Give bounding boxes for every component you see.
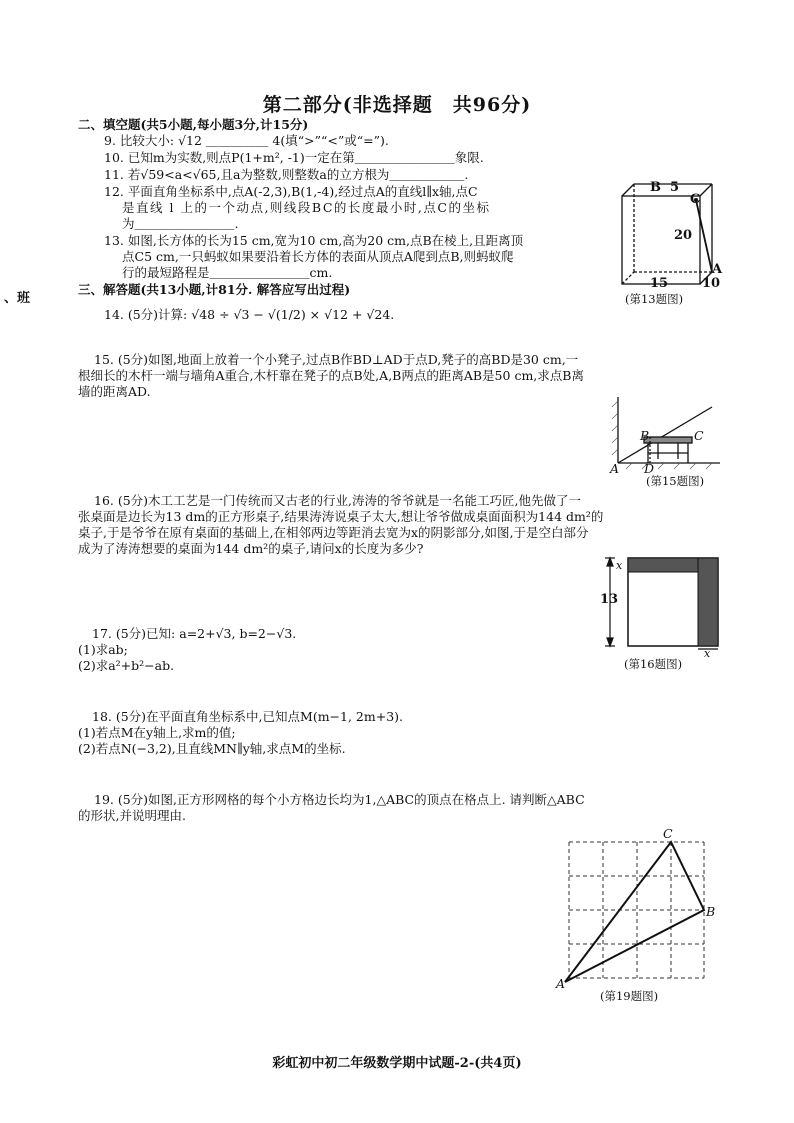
figure-13-label-20: 20 [674, 228, 693, 243]
figure-15-wall-stool [612, 395, 722, 470]
figure-15-label-B: B [640, 428, 650, 443]
question-15-line3: 墙的距离AD. [78, 384, 151, 399]
question-13-line2: 点C5 cm,一只蚂蚁如果要沿着长方体的表面从顶点A爬到点B,则蚂蚁爬 [122, 249, 514, 264]
figure-13-label-A: A [712, 262, 723, 277]
question-12-line2: 是直线 l 上的一个动点,则线段BC的长度最小时,点C的坐标 [122, 200, 491, 215]
page-title: 第二部分(非选择题 共96分) [262, 94, 532, 116]
figure-19-label-C: C [663, 826, 673, 841]
binding-margin-mark: 、班 [4, 291, 31, 306]
figure-16-label-x-top: x [616, 559, 623, 572]
figure-19-caption: (第19题图) [600, 989, 659, 1003]
question-18-line1: 18. (5分)在平面直角坐标系中,已知点M(m−1, 2m+3). [92, 709, 404, 724]
question-18-line2: (1)若点M在y轴上,求m的值; [78, 725, 236, 740]
question-11: 11. 若√59<a<√65,且a为整数,则整数a的立方根为＿＿＿＿＿＿. [104, 167, 469, 182]
question-15-line1: 15. (5分)如图,地面上放着一个小凳子,过点B作BD⊥AD于点D,凳子的高BD是30 cm,一 [94, 352, 579, 367]
figure-13-label-5: 5 [670, 180, 680, 195]
question-19-line1: 19. (5分)如图,正方形网格的每个小方格边长均为1,△ABC的顶点在格点上. 请判断△ABC [94, 792, 585, 807]
figure-15-caption: (第15题图) [646, 474, 705, 488]
figure-16-label-13: 13 [600, 592, 619, 607]
figure-13-label-B: B [650, 180, 661, 195]
figure-15-label-D: D [644, 461, 655, 476]
question-19-line2: 的形状,并说明理由. [78, 808, 186, 823]
question-10: 10. 已知m为实数,则点P(1+m², -1)一定在第＿＿＿＿＿＿＿＿象限. [104, 150, 484, 165]
question-17-line3: (2)求a²+b²−ab. [78, 658, 175, 673]
question-15-line2: 根细长的木杆一端与墙角A重合,木杆靠在凳子的点B处,A,B两点的距离AB是50 cm,求点B离 [78, 368, 584, 383]
figure-15-label-A: A [610, 461, 620, 476]
question-14: 14. (5分)计算: √48 ÷ √3 − √(1/2) × √12 + √24. [104, 307, 395, 322]
question-9: 9. 比较大小: √12 ＿＿＿＿＿ 4(填“>”“<”或“=”). [104, 133, 389, 148]
question-16-line2: 张桌面是边长为13 dm的正方形桌子,结果涛涛说桌子太大,想让爷爷做成桌面面积为144 dm²的 [78, 509, 604, 524]
page-footer: 彩虹初中初二年级数学期中试题-2-(共4页) [272, 1056, 522, 1071]
question-17-line1: 17. (5分)已知: a=2+√3, b=2−√3. [92, 626, 297, 641]
question-18-line3: (2)若点N(−3,2),且直线MN∥y轴,求点M的坐标. [78, 741, 346, 756]
question-13-line1: 13. 如图,长方体的长为15 cm,宽为10 cm,高为20 cm,点B在棱上,且距离顶 [104, 233, 524, 248]
figure-13-label-C: C [690, 192, 701, 207]
question-13-line3: 行的最短路程是＿＿＿＿＿＿＿＿cm. [122, 265, 333, 280]
section3-heading: 三、解答题(共13小题,计81分. 解答应写出过程) [78, 282, 351, 297]
question-12-line3: 为＿＿＿＿＿＿＿＿. [122, 216, 239, 231]
figure-15-label-C: C [694, 428, 704, 443]
figure-19-label-B: B [706, 904, 716, 919]
figure-19-label-A: A [556, 976, 566, 991]
question-12-line1: 12. 平面直角坐标系中,点A(-2,3),B(1,-4),经过点A的直线l∥x轴,点C [104, 184, 478, 199]
section2-heading: 二、填空题(共5小题,每小题3分,计15分) [78, 117, 309, 132]
figure-13-caption: (第13题图) [625, 292, 684, 306]
question-16-line1: 16. (5分)木工工艺是一门传统而又古老的行业,涛涛的爷爷就是一名能工巧匠,他先做了一 [94, 493, 582, 508]
figure-13-label-10: 10 [702, 276, 721, 291]
question-17-line2: (1)求ab; [78, 642, 128, 657]
figure-13-label-15: 15 [650, 276, 669, 291]
figure-19-grid-triangle [565, 838, 715, 988]
question-16-line3: 桌子,于是爷爷在原有桌面的基础上,在相邻两边等距消去宽为x的阴影部分,如图,于是空白部分 [78, 525, 589, 540]
figure-16-caption: (第16题图) [624, 657, 683, 671]
question-16-line4: 成为了涛涛想要的桌面为144 dm²的桌子,请问x的长度为多少? [78, 541, 424, 556]
figure-16-label-x-right: x [704, 647, 711, 660]
